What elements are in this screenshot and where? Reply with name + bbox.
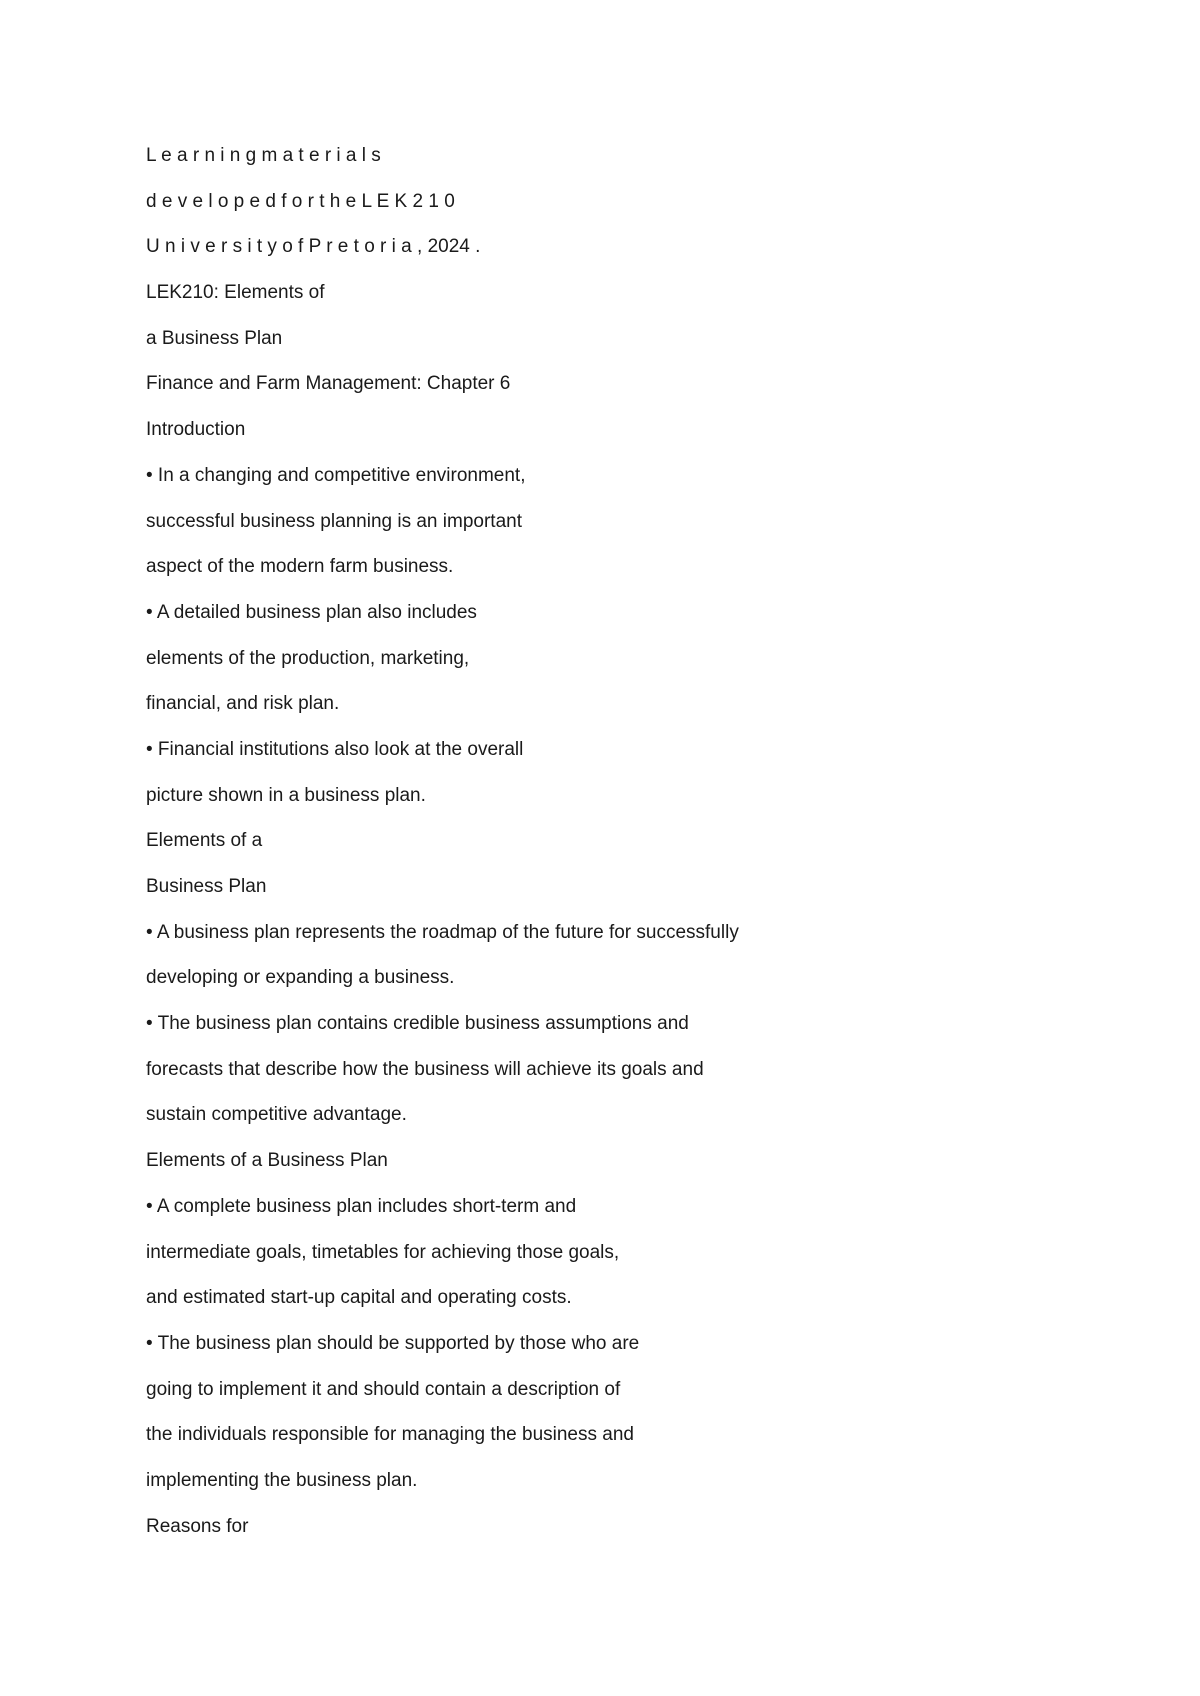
bullet-line: • A detailed business plan also includes [146,601,477,623]
text-line: picture shown in a business plan. [146,784,426,806]
text-line: the individuals responsible for managing the business and [146,1424,634,1446]
text-line: a Business Plan [146,327,283,349]
text-line: financial, and risk plan. [146,693,340,715]
section-heading: Introduction [146,419,246,441]
text-line: LEK210: Elements of [146,282,325,304]
document-body [146,146,1046,1562]
section-heading: Elements of a Business Plan [146,1150,388,1172]
text-line: developing or expanding a business. [146,967,455,989]
bullet-line: • The business plan should be supported by those who are [146,1332,640,1354]
text-line: intermediate goals, timetables for achieving those goals, [146,1241,620,1263]
text-line: forecasts that describe how the business will achieve its goals and [146,1058,704,1080]
text-line: aspect of the modern farm business. [146,556,454,578]
bullet-line: • A complete business plan includes short-term and [146,1195,577,1217]
text-line: implementing the business plan. [146,1469,418,1491]
section-heading: Reasons for [146,1515,249,1537]
section-heading: Business Plan [146,876,267,897]
text-line: going to implement it and should contain a description of [146,1378,621,1400]
text-line: U n i v e r s i t y o f P r e t o r i a , 2024 . [146,236,481,258]
text-line: and estimated start-up capital and operating costs. [146,1287,572,1309]
text-line: L e a r n i n g m a t e r i a l s [146,145,381,166]
bullet-line: • Financial institutions also look at the overall [146,738,524,760]
bullet-line: • A business plan represents the roadmap of the future for successfully [146,921,739,943]
bullet-line: • The business plan contains credible business assumptions and [146,1013,689,1035]
text-line: successful business planning is an important [146,510,522,532]
text-line: d e v e l o p e d f o r t h e L E K 2 1 0 [146,190,455,212]
text-line: Finance and Farm Management: Chapter 6 [146,373,511,395]
bullet-line: • In a changing and competitive environment, [146,464,526,486]
text-line: elements of the production, marketing, [146,647,470,669]
text-line: sustain competitive advantage. [146,1104,407,1126]
section-heading: Elements of a [146,830,263,852]
